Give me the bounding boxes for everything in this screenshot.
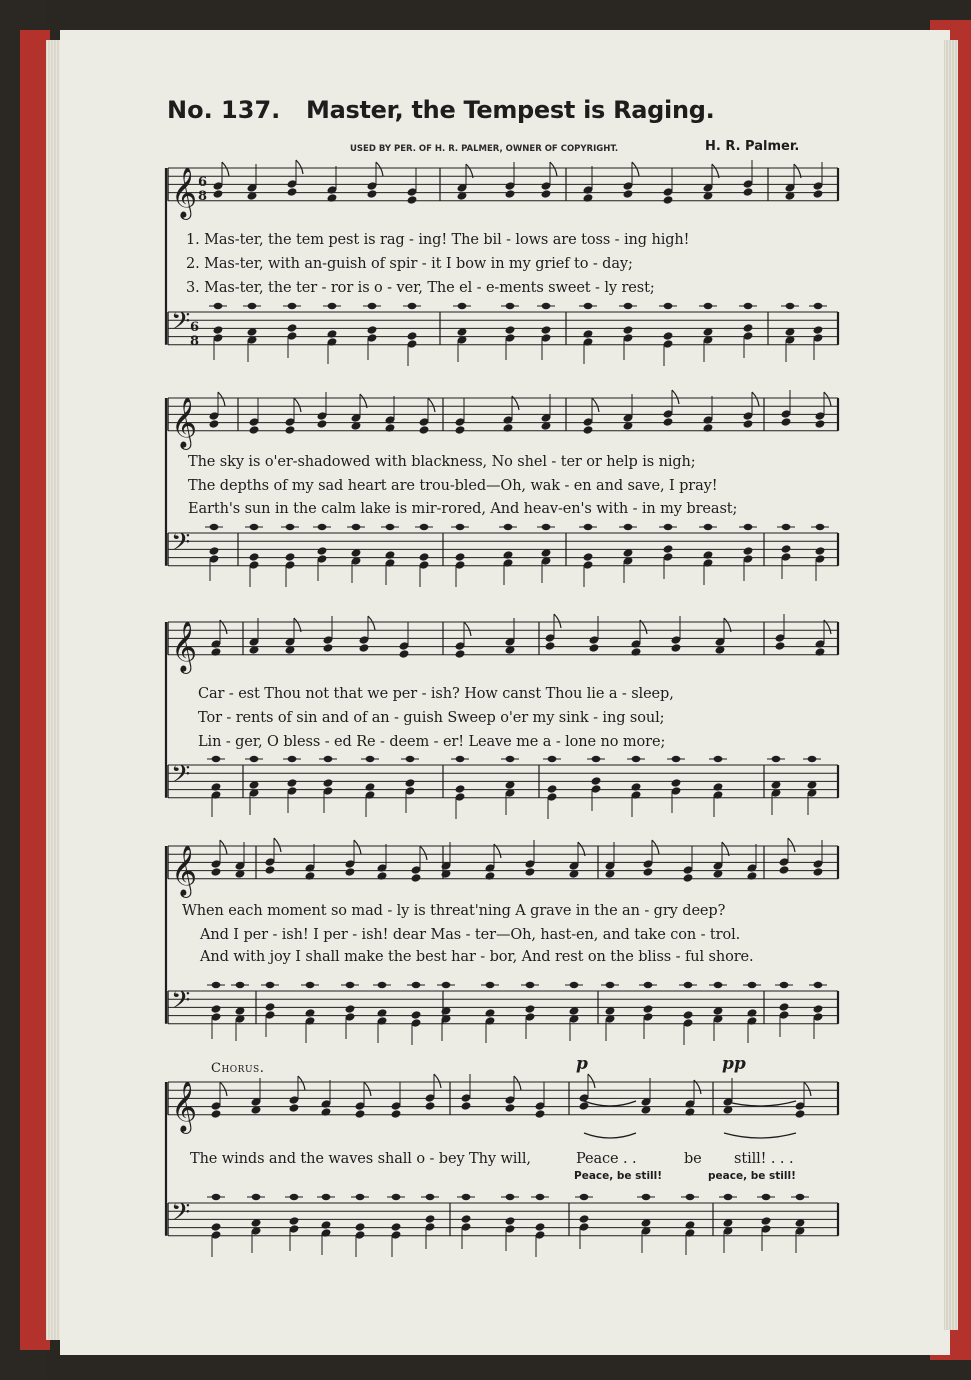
note-flag xyxy=(824,392,831,406)
notehead xyxy=(671,778,682,788)
treble-clef-icon: 𝄞 xyxy=(171,166,198,218)
note-flag xyxy=(434,1074,441,1088)
notehead xyxy=(411,1010,422,1020)
notehead xyxy=(209,546,220,556)
notehead xyxy=(505,1103,516,1113)
notehead xyxy=(815,546,826,556)
notehead xyxy=(399,649,410,659)
note-flag xyxy=(632,162,639,176)
notehead xyxy=(747,1008,758,1018)
notehead xyxy=(583,425,594,435)
notehead xyxy=(713,782,724,792)
notehead xyxy=(743,419,754,429)
hymn-number: No. 137. xyxy=(167,96,281,124)
notehead xyxy=(455,425,466,435)
notehead xyxy=(455,552,466,562)
notehead xyxy=(425,1101,436,1111)
note-flag xyxy=(220,1082,227,1096)
notehead xyxy=(391,1109,402,1119)
lyric-s1-v1: 1. Mas-ter, the tem pest is rag - ing! The bil - lows are toss - ing high! xyxy=(186,232,690,248)
note-flag xyxy=(354,840,361,854)
lyric-s3-v2: Tor - rents of sin and of an - guish Sweep o'er my sink - ing soul; xyxy=(198,710,665,726)
note-flag xyxy=(368,616,375,630)
composer: H. R. Palmer. xyxy=(705,139,800,154)
notehead xyxy=(265,1002,276,1012)
chorus-lyric-still: still! . . . xyxy=(734,1151,794,1167)
lyric-s2-v1: The sky is o'er-shadowed with blackness, No shel - ter or help is nigh; xyxy=(188,454,696,470)
lyric-s4-v1: When each moment so mad - ly is threat'ning A grave in the an - gry deep? xyxy=(182,903,726,919)
treble-clef-icon: 𝄞 xyxy=(171,844,198,896)
notehead xyxy=(685,1107,696,1117)
notehead xyxy=(683,1010,694,1020)
dynamic-pianissimo: pp xyxy=(722,1054,746,1074)
chorus-alto-lyric-1: Peace, be still! xyxy=(574,1170,663,1182)
notehead xyxy=(583,552,594,562)
notehead xyxy=(485,1008,496,1018)
notehead xyxy=(547,784,558,794)
note-flag xyxy=(550,162,557,176)
notehead xyxy=(407,331,418,341)
notehead xyxy=(779,865,790,875)
note-flag xyxy=(752,392,759,406)
notehead xyxy=(407,195,418,205)
copyright-permission: USED BY PER. OF H. R. PALMER, OWNER OF COPYRIGHT. xyxy=(350,144,619,154)
notehead xyxy=(525,1004,536,1014)
note-flag xyxy=(428,398,435,412)
note-flag xyxy=(298,1076,305,1090)
notehead xyxy=(287,187,298,197)
note-flag xyxy=(274,838,281,852)
chorus-alto-lyric-2: peace, be still! xyxy=(708,1170,796,1182)
time-signature-top: 6 xyxy=(198,175,208,190)
notehead xyxy=(249,552,260,562)
notehead xyxy=(213,325,224,335)
tie-slur xyxy=(584,1133,636,1138)
notehead xyxy=(317,546,328,556)
notehead xyxy=(289,1103,300,1113)
notehead xyxy=(623,189,634,199)
notehead xyxy=(249,425,260,435)
notehead xyxy=(485,871,496,881)
notehead xyxy=(663,195,674,205)
notehead xyxy=(345,867,356,877)
notehead xyxy=(541,189,552,199)
notehead xyxy=(589,643,600,653)
notehead xyxy=(535,1222,546,1232)
notehead xyxy=(377,1008,388,1018)
notehead xyxy=(503,550,514,560)
notehead xyxy=(813,1004,824,1014)
notehead xyxy=(321,1220,332,1230)
notehead xyxy=(461,1101,472,1111)
note-flag xyxy=(294,398,301,412)
notehead xyxy=(323,778,334,788)
notehead xyxy=(535,1109,546,1119)
tie-slur xyxy=(584,1101,636,1106)
notehead xyxy=(813,867,824,877)
notehead xyxy=(211,1109,222,1119)
notehead xyxy=(663,417,674,427)
notehead xyxy=(385,423,396,433)
note-flag xyxy=(672,390,679,404)
notehead xyxy=(743,187,754,197)
lyric-s4-v2: And I per - ish! I per - ish! dear Mas - ter—Oh, hast-en, and take con - trol. xyxy=(200,927,741,943)
note-flag xyxy=(514,1076,521,1090)
notehead xyxy=(683,873,694,883)
notehead xyxy=(287,323,298,333)
notehead xyxy=(211,867,222,877)
note-flag xyxy=(554,614,561,628)
note-flag xyxy=(364,1082,371,1096)
notehead xyxy=(419,425,430,435)
time-signature-bass-top: 6 xyxy=(190,320,200,335)
note-flag xyxy=(588,1074,595,1088)
notehead xyxy=(425,1214,436,1224)
notehead xyxy=(411,873,422,883)
notehead xyxy=(813,189,824,199)
note-flag xyxy=(222,162,229,176)
chorus-label: Chorus. xyxy=(211,1061,265,1076)
hymn-title: Master, the Tempest is Raging. xyxy=(306,96,715,124)
notehead xyxy=(703,550,714,560)
notehead xyxy=(211,782,222,792)
notehead xyxy=(367,189,378,199)
notehead xyxy=(365,782,376,792)
notehead xyxy=(285,425,296,435)
notehead xyxy=(703,423,714,433)
bass-clef-icon: 𝄢 xyxy=(171,760,191,795)
note-flag xyxy=(218,392,225,406)
notehead xyxy=(377,871,388,881)
notehead xyxy=(583,193,594,203)
notehead xyxy=(643,1004,654,1014)
bass-clef-icon: 𝄢 xyxy=(171,307,191,342)
notehead xyxy=(505,1216,516,1226)
note-flag xyxy=(220,840,227,854)
time-signature-bass-bottom: 8 xyxy=(190,334,200,349)
note-flag xyxy=(788,838,795,852)
notehead xyxy=(671,643,682,653)
notehead xyxy=(289,1216,300,1226)
note-flag xyxy=(592,398,599,412)
notehead xyxy=(781,544,792,554)
notehead xyxy=(525,867,536,877)
notehead xyxy=(385,550,396,560)
notehead xyxy=(213,189,224,199)
notehead xyxy=(405,778,416,788)
treble-clef-icon: 𝄞 xyxy=(171,620,198,672)
chorus-lyric-peace: Peace . . xyxy=(576,1151,637,1167)
notehead xyxy=(743,546,754,556)
notehead xyxy=(355,1222,366,1232)
lyric-s3-v1: Car - est Thou not that we per - ish? How canst Thou lie a - sleep, xyxy=(198,686,674,702)
bass-clef-icon: 𝄢 xyxy=(171,986,191,1021)
notehead xyxy=(505,325,516,335)
notehead xyxy=(663,544,674,554)
notehead xyxy=(305,871,316,881)
notehead xyxy=(455,784,466,794)
dynamic-piano: p xyxy=(576,1054,588,1074)
notehead xyxy=(579,1214,590,1224)
note-flag xyxy=(376,162,383,176)
notehead xyxy=(305,1008,316,1018)
notehead xyxy=(545,641,556,651)
note-flag xyxy=(420,846,427,860)
notehead xyxy=(211,1222,222,1232)
chorus-lyric-main: The winds and the waves shall o - bey Thy will, xyxy=(190,1151,531,1167)
notehead xyxy=(419,552,430,562)
chorus-lyric-be: be xyxy=(684,1151,702,1167)
notehead xyxy=(591,776,602,786)
bass-clef-icon: 𝄢 xyxy=(171,1198,191,1233)
notehead xyxy=(541,325,552,335)
notehead xyxy=(211,647,222,657)
notehead xyxy=(209,419,220,429)
notehead xyxy=(685,1220,696,1230)
notehead xyxy=(781,417,792,427)
notehead xyxy=(455,649,466,659)
notehead xyxy=(643,867,654,877)
tie-slur xyxy=(724,1101,796,1106)
notehead xyxy=(503,423,514,433)
notehead xyxy=(815,647,826,657)
notehead xyxy=(327,329,338,339)
tie-slur xyxy=(724,1133,796,1138)
lyric-s3-v3: Lin - ger, O bless - ed Re - deem - er! Leave me a - lone no more; xyxy=(198,734,666,750)
notehead xyxy=(287,778,298,788)
notehead xyxy=(359,643,370,653)
note-flag xyxy=(296,160,303,174)
notehead xyxy=(321,1107,332,1117)
notehead xyxy=(631,647,642,657)
notehead xyxy=(461,1214,472,1224)
note-flag xyxy=(652,840,659,854)
notehead xyxy=(345,1004,356,1014)
note-flag xyxy=(464,622,471,636)
notehead xyxy=(743,323,754,333)
notehead xyxy=(317,419,328,429)
note-flag xyxy=(804,1082,811,1096)
notehead xyxy=(663,331,674,341)
notehead xyxy=(761,1216,772,1226)
notehead xyxy=(631,782,642,792)
notehead xyxy=(623,325,634,335)
lyric-s1-v2: 2. Mas-ter, with an-guish of spir - it I bow in my grief to - day; xyxy=(186,256,633,272)
lyric-s1-v3: 3. Mas-ter, the ter - ror is o - ver, The el - e-ments sweet - ly rest; xyxy=(186,280,655,296)
notehead xyxy=(285,552,296,562)
notehead xyxy=(211,1004,222,1014)
notehead xyxy=(583,329,594,339)
notehead xyxy=(815,419,826,429)
bass-clef-icon: 𝄢 xyxy=(171,528,191,563)
notehead xyxy=(265,865,276,875)
notehead xyxy=(775,641,786,651)
notehead xyxy=(327,193,338,203)
time-signature-bottom: 8 xyxy=(198,189,208,204)
notehead xyxy=(779,1002,790,1012)
notehead xyxy=(355,1109,366,1119)
notehead xyxy=(505,189,516,199)
notehead xyxy=(391,1222,402,1232)
treble-clef-icon: 𝄞 xyxy=(171,1080,198,1132)
notehead xyxy=(747,871,758,881)
notehead xyxy=(323,643,334,653)
lyric-s2-v2: The depths of my sad heart are trou-bled—Oh, wak - en and save, I pray! xyxy=(188,478,718,494)
notehead xyxy=(795,1109,806,1119)
notehead xyxy=(813,325,824,335)
notehead xyxy=(367,325,378,335)
lyric-s4-v3: And with joy I shall make the best har - bor, And rest on the bliss - ful shore. xyxy=(200,949,754,965)
lyric-s2-v3: Earth's sun in the calm lake is mir-rored, And heav-en's with - in my breast; xyxy=(188,501,738,517)
treble-clef-icon: 𝄞 xyxy=(171,396,198,448)
